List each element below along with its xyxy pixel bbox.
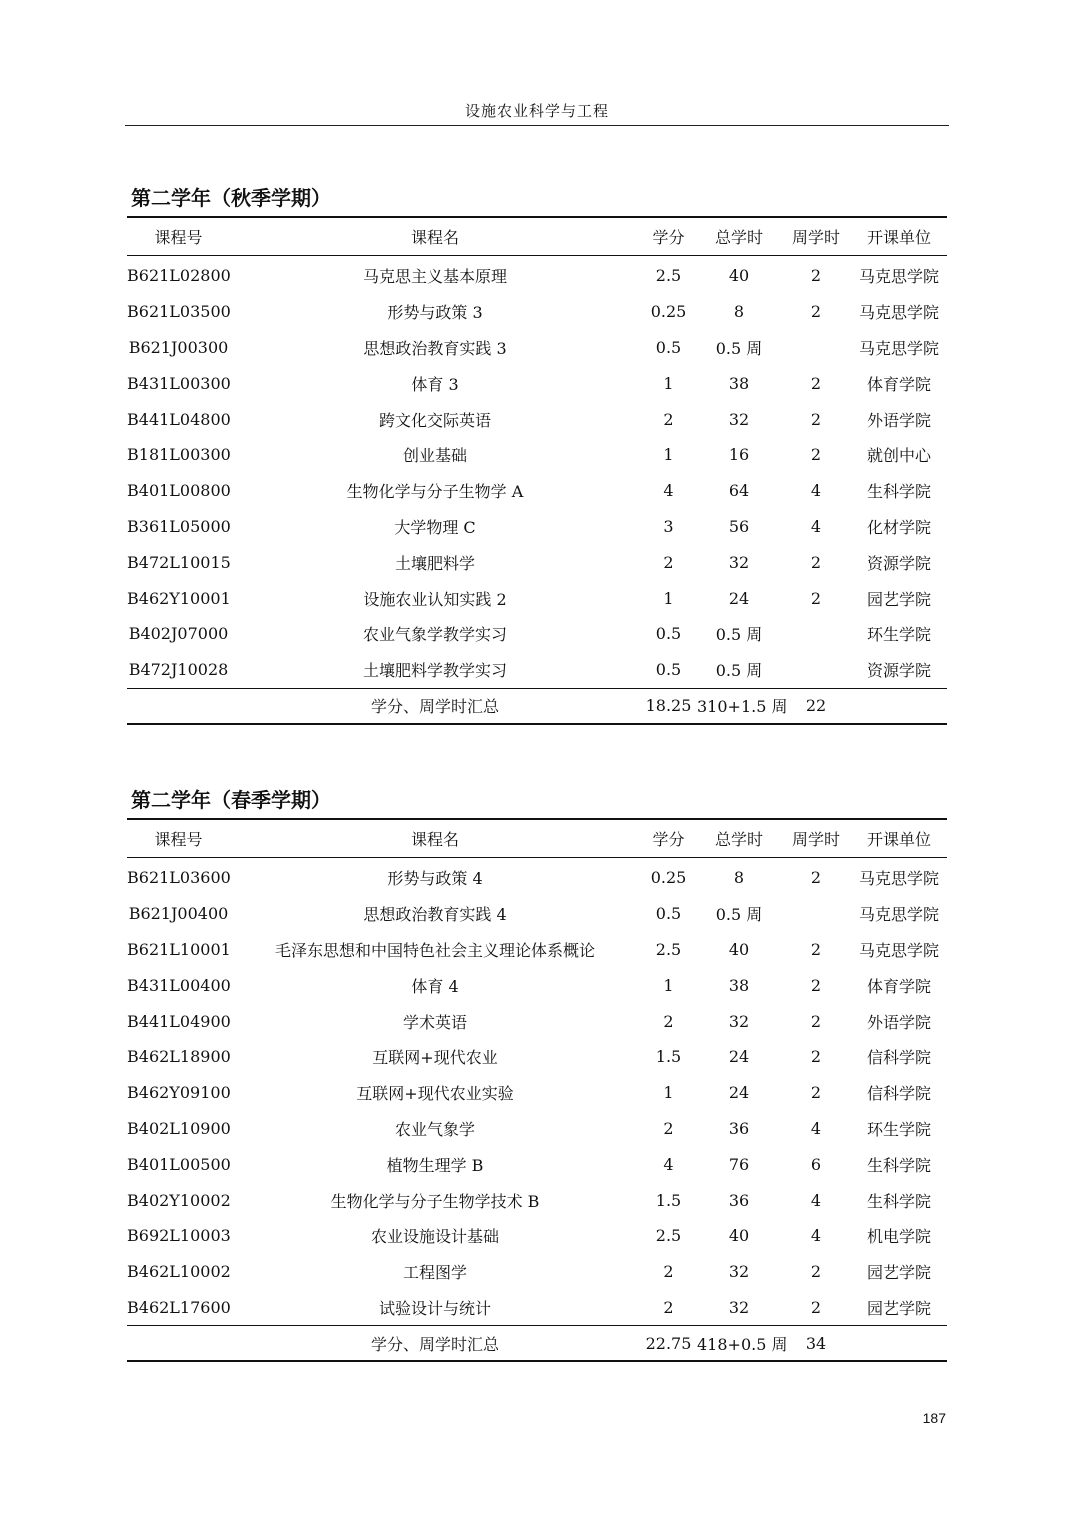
cell-course-code: B401L00500 [127,1154,231,1174]
cell-weekly-hours: 2 [810,1047,822,1067]
cell-credit: 1 [663,975,674,995]
cell-total-hours: 36 [728,1190,750,1210]
cell-credit: 2 [663,552,674,572]
cell-credit: 1 [663,373,674,393]
column-header-weekly: 周学时 [791,228,840,247]
section-title: 第二学年（秋季学期） [131,186,331,210]
cell-course-name: 毛泽东思想和中国特色社会主义理论体系概论 [274,940,595,960]
cell-credit: 2.5 [655,939,682,959]
table-row [127,401,947,437]
cell-department: 马克思学院 [858,338,939,358]
column-header-weekly: 周学时 [791,830,840,849]
summary-hours: 310+1.5 周 [697,697,788,717]
cell-weekly-hours: 2 [810,373,822,393]
table-row [127,365,947,401]
column-header-credit: 学分 [652,830,685,849]
cell-credit: 4 [663,1154,674,1174]
cell-course-name: 生物化学与分子生物学 A [346,482,524,502]
cell-course-name: 农业气象学教学实习 [362,625,507,645]
cell-course-name: 学术英语 [402,1012,467,1032]
cell-department: 生科学院 [866,1155,931,1175]
table-row [127,967,947,1003]
column-header-dept: 开课单位 [866,228,931,247]
cell-credit: 0.5 [655,660,682,680]
cell-course-code: B401L00800 [127,481,231,501]
cell-department: 马克思学院 [858,940,939,960]
cell-department: 资源学院 [866,661,931,681]
cell-department: 园艺学院 [866,1298,931,1318]
cell-total-hours: 32 [728,1297,750,1317]
cell-department: 外语学院 [866,1012,931,1032]
table-row [127,896,947,932]
cell-total-hours: 40 [728,939,750,959]
header-rule [125,125,949,126]
column-header-code: 课程号 [154,830,203,849]
column-header-name: 课程名 [410,830,459,849]
table-row [127,294,947,330]
cell-course-code: B621L03600 [127,868,231,888]
summary-hours: 418+0.5 周 [697,1334,788,1354]
cell-weekly-hours: 2 [810,939,822,959]
cell-total-hours: 36 [728,1118,750,1138]
table-row [127,330,947,366]
table-row [127,858,947,896]
cell-weekly-hours: 2 [810,588,822,608]
cell-course-name: 大学物理 C [394,517,476,537]
cell-course-name: 工程图学 [402,1263,467,1283]
table-row [127,509,947,545]
cell-course-name: 生物化学与分子生物学技术 B [330,1191,540,1211]
summary-credit: 22.75 [645,1333,692,1353]
cell-total-hours: 16 [728,445,750,465]
cell-course-code: B402J07000 [128,624,229,644]
cell-course-code: B441L04900 [127,1011,231,1031]
table-row [127,1039,947,1075]
cell-department: 化材学院 [866,517,931,537]
table-row [127,1290,947,1326]
cell-total-hours: 40 [728,266,750,286]
cell-course-name: 形势与政策 3 [387,303,483,323]
table-row [127,437,947,473]
cell-department: 马克思学院 [858,303,939,323]
cell-total-hours: 64 [728,481,750,501]
cell-total-hours: 76 [728,1154,750,1174]
cell-credit: 2 [663,1011,674,1031]
cell-department: 马克思学院 [858,267,939,287]
cell-weekly-hours: 4 [810,1118,822,1138]
cell-department: 生科学院 [866,1191,931,1211]
cell-total-hours: 8 [733,868,745,888]
cell-department: 就创中心 [866,446,931,466]
cell-total-hours: 32 [728,409,750,429]
cell-course-code: B431L00300 [127,373,231,393]
cell-course-code: B431L00400 [127,975,231,995]
cell-course-name: 土壤肥料学 [394,553,475,573]
column-header-credit: 学分 [652,228,685,247]
cell-course-name: 思想政治教育实践 4 [363,905,507,925]
summary-credit: 18.25 [645,696,692,716]
cell-course-code: B621L10001 [127,939,231,959]
cell-department: 环生学院 [866,625,931,645]
cell-credit: 1 [663,588,674,608]
cell-total-hours: 24 [728,1047,750,1067]
cell-weekly-hours: 2 [810,1011,822,1031]
page-number: 187 [922,1410,946,1426]
cell-weekly-hours: 4 [810,481,822,501]
cell-weekly-hours: 6 [810,1154,822,1174]
summary-weekly: 22 [805,696,827,716]
cell-credit: 2.5 [655,266,682,286]
cell-course-code: B402Y10002 [127,1190,231,1210]
cell-weekly-hours: 2 [810,409,822,429]
cell-department: 环生学院 [866,1119,931,1139]
cell-department: 马克思学院 [858,869,939,889]
cell-weekly-hours: 4 [810,1226,822,1246]
cell-department: 体育学院 [866,976,931,996]
table-row [127,1218,947,1254]
cell-course-name: 体育 4 [411,976,459,996]
cell-credit: 0.5 [655,337,682,357]
table-row [127,580,947,616]
cell-course-code: B621J00400 [128,904,229,924]
cell-course-code: B472J10028 [128,660,229,680]
table-row [127,1254,947,1290]
summary-label: 学分、周学时汇总 [370,697,499,717]
table-row [127,932,947,968]
summary-weekly: 34 [805,1333,827,1353]
cell-course-code: B692L10003 [127,1226,231,1246]
cell-weekly-hours [781,616,851,652]
column-header-name: 课程名 [410,228,459,247]
section-autumn [127,183,947,725]
cell-course-code: B462L10002 [127,1262,231,1282]
cell-total-hours: 24 [728,1083,750,1103]
cell-course-name: 农业设施设计基础 [370,1227,499,1247]
cell-department: 信科学院 [866,1084,931,1104]
cell-department: 信科学院 [866,1048,931,1068]
cell-course-name: 体育 3 [411,374,459,394]
cell-course-code: B621L02800 [127,266,231,286]
table-row [127,473,947,509]
running-header: 设施农业科学与工程 [464,102,609,120]
cell-total-hours: 0.5 周 [715,625,763,645]
cell-course-name: 土壤肥料学教学实习 [362,661,507,681]
cell-course-name: 创业基础 [402,446,467,466]
table-header-row [127,217,947,256]
cell-total-hours: 0.5 周 [715,338,763,358]
cell-total-hours: 0.5 周 [715,905,763,925]
cell-course-code: B462Y10001 [127,588,231,608]
table-row [127,1075,947,1111]
cell-course-name: 设施农业认知实践 2 [363,589,507,609]
course-table [127,818,947,1362]
cell-credit: 2 [663,409,674,429]
cell-course-code: B621J00300 [128,337,229,357]
cell-department: 资源学院 [866,553,931,573]
cell-course-code: B441L04800 [127,409,231,429]
cell-credit: 2.5 [655,1226,682,1246]
cell-total-hours: 38 [728,975,750,995]
cell-credit: 2 [663,1262,674,1282]
course-table [127,216,947,725]
summary-row [127,1326,947,1362]
cell-weekly-hours: 2 [810,552,822,572]
cell-total-hours: 38 [728,373,750,393]
table-row [127,1003,947,1039]
cell-weekly-hours [781,896,851,932]
table-row [127,616,947,652]
cell-total-hours: 32 [728,552,750,572]
table-row [127,1182,947,1218]
cell-total-hours: 0.5 周 [715,661,763,681]
summary-row [127,688,947,724]
cell-department: 马克思学院 [858,905,939,925]
cell-total-hours: 32 [728,1011,750,1031]
cell-credit: 0.25 [650,302,687,322]
cell-total-hours: 56 [728,516,750,536]
cell-course-name: 试验设计与统计 [378,1298,491,1318]
cell-credit: 3 [663,516,674,536]
cell-weekly-hours: 2 [810,445,822,465]
summary-label: 学分、周学时汇总 [370,1334,499,1354]
cell-course-code: B462Y09100 [127,1083,231,1103]
table-header-row [127,819,947,858]
table-row [127,256,947,294]
cell-credit: 0.5 [655,904,682,924]
cell-weekly-hours [781,652,851,688]
cell-weekly-hours: 4 [810,1190,822,1210]
cell-weekly-hours: 2 [810,868,822,888]
cell-weekly-hours: 2 [810,1262,822,1282]
cell-course-name: 互联网+现代农业实验 [356,1084,514,1104]
table-row [127,1111,947,1147]
cell-course-code: B462L17600 [127,1297,231,1317]
cell-course-code: B181L00300 [127,445,231,465]
cell-credit: 0.5 [655,624,682,644]
cell-credit: 1.5 [655,1190,682,1210]
cell-department: 体育学院 [866,374,931,394]
column-header-code: 课程号 [154,228,203,247]
table-row [127,544,947,580]
cell-course-name: 跨文化交际英语 [378,410,491,430]
cell-credit: 1 [663,445,674,465]
cell-course-name: 形势与政策 4 [387,869,483,889]
column-header-dept: 开课单位 [866,830,931,849]
cell-weekly-hours: 2 [810,1083,822,1103]
cell-course-code: B462L18900 [127,1047,231,1067]
cell-credit: 0.25 [650,868,687,888]
cell-weekly-hours: 2 [810,266,822,286]
cell-total-hours: 8 [733,302,745,322]
cell-department: 机电学院 [866,1227,931,1247]
cell-weekly-hours: 2 [810,302,822,322]
column-header-hours: 总学时 [714,228,763,247]
cell-course-name: 互联网+现代农业 [372,1048,498,1068]
cell-course-code: B472L10015 [127,552,231,572]
table-row [127,1146,947,1182]
table-row [127,652,947,688]
cell-weekly-hours: 2 [810,975,822,995]
cell-credit: 1.5 [655,1047,682,1067]
cell-total-hours: 32 [728,1262,750,1282]
section-spring [127,785,947,1362]
cell-course-code: B402L10900 [127,1118,231,1138]
cell-course-code: B361L05000 [127,516,231,536]
cell-course-name: 农业气象学 [394,1119,475,1139]
cell-credit: 2 [663,1297,674,1317]
column-header-hours: 总学时 [714,830,763,849]
cell-weekly-hours: 2 [810,1297,822,1317]
cell-department: 园艺学院 [866,589,931,609]
cell-course-name: 植物生理学 B [386,1155,484,1175]
cell-weekly-hours: 4 [810,516,822,536]
cell-department: 园艺学院 [866,1263,931,1283]
cell-department: 外语学院 [866,410,931,430]
cell-total-hours: 40 [728,1226,750,1246]
cell-course-name: 马克思主义基本原理 [362,267,507,287]
cell-credit: 1 [663,1083,674,1103]
cell-department: 生科学院 [866,482,931,502]
cell-credit: 2 [663,1118,674,1138]
section-title: 第二学年（春季学期） [131,788,331,812]
cell-weekly-hours [781,330,851,366]
cell-credit: 4 [663,481,674,501]
cell-course-name: 思想政治教育实践 3 [363,338,507,358]
cell-total-hours: 24 [728,588,750,608]
cell-course-code: B621L03500 [127,302,231,322]
